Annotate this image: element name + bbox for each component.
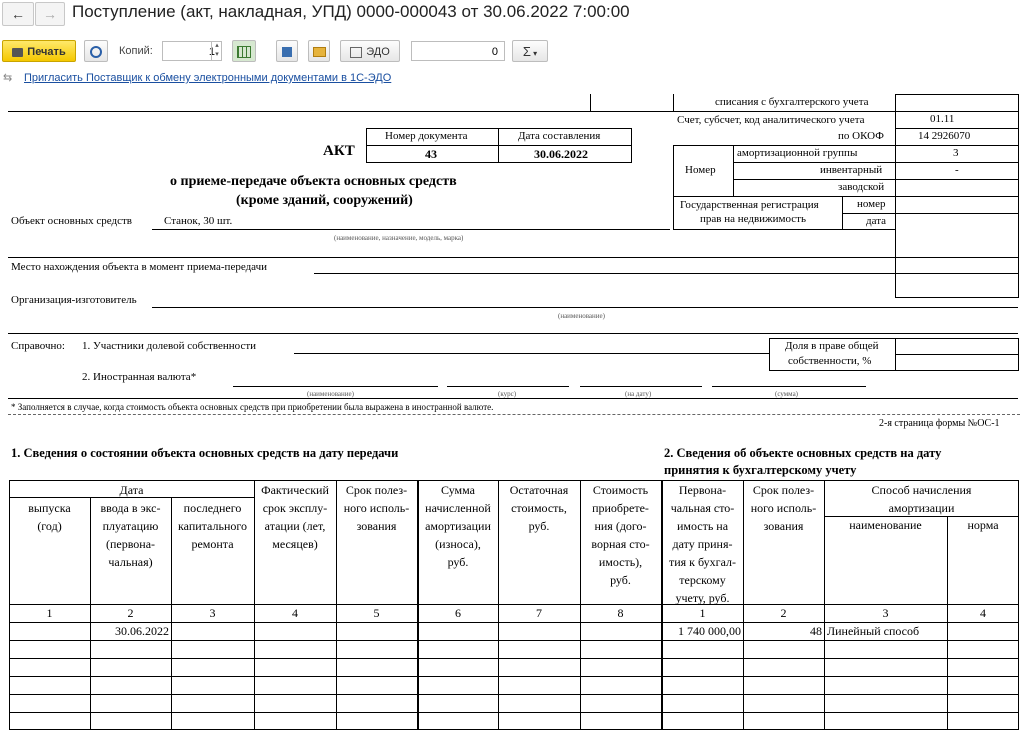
- header-date-group: Дата: [119, 483, 144, 497]
- heading-line-1: о приеме-передаче объекта основных средств: [170, 174, 457, 189]
- copies-label: Копий:: [119, 45, 153, 57]
- col-num-s2-2: 2: [780, 606, 787, 620]
- location-label: Место нахождения объекта в момент приема-передачи: [11, 261, 268, 273]
- registration-date-label: дата: [866, 215, 887, 227]
- envelope-icon: [313, 47, 326, 57]
- object-label: Объект основных средств: [11, 215, 132, 227]
- section-2-title-line-2: принятия к бухгалтерскому учету: [664, 463, 857, 477]
- footnote: * Заполняется в случае, когда стоимость объекта основных средств при приобретении была выражена в иностранной валюте.: [11, 402, 494, 412]
- currency-sum-hint: (сумма): [775, 390, 799, 398]
- col-num-1: 1: [46, 606, 53, 620]
- save-button[interactable]: [276, 40, 298, 62]
- header-residual-value: Остаточная стоимость, руб.: [509, 483, 569, 533]
- chevron-down-icon: ▾: [530, 49, 538, 58]
- share-label-1: Доля в праве общей: [785, 340, 879, 352]
- inventory-label: инвентарный: [820, 164, 883, 176]
- col-num-s2-4: 4: [980, 606, 986, 620]
- header-useful-life-2: Срок полез- ного исполь- зования: [750, 483, 817, 533]
- row-useful-life: 48: [810, 624, 822, 638]
- col-num-3: 3: [209, 606, 216, 620]
- back-arrow-icon: ←: [11, 6, 25, 22]
- print-button-label: Печать: [27, 46, 66, 58]
- preview-button[interactable]: [84, 40, 108, 62]
- spinner-icon: ▴ ▾: [211, 41, 222, 61]
- sigma-icon: Σ: [522, 44, 531, 59]
- header-initial-cost: Первона- чальная сто- имость на дату приня- тия к бухгал- терскому учету, руб.: [668, 483, 736, 605]
- edo-button[interactable]: [340, 40, 400, 62]
- account-value: 01.11: [930, 113, 955, 125]
- col-num-s2-3: 3: [882, 606, 889, 620]
- inventory-value: -: [955, 164, 959, 176]
- currency-rate-hint: (курс): [498, 390, 517, 398]
- row-initial-cost: 1 740 000,00: [678, 624, 741, 638]
- header-method-group: Способ начисления амортизации: [871, 483, 972, 515]
- registration-number-label: номер: [857, 198, 886, 210]
- row-method: Линейный способ: [827, 624, 920, 638]
- doc-date-value: 30.06.2022: [534, 147, 588, 161]
- header-useful-life: Срок полез- ного исполь- зования: [343, 483, 410, 533]
- registration-label-2: прав на недвижимость: [700, 213, 806, 225]
- factory-label: заводской: [838, 181, 885, 193]
- header-amortization-sum: Сумма начисленной амортизации (износа), руб.: [425, 483, 491, 569]
- copies-input[interactable]: [162, 41, 222, 61]
- object-value: Станок, 30 шт.: [164, 215, 233, 227]
- invite-edo-link[interactable]: Пригласить Поставщик к обмену электронными документами в 1С-ЭДО: [24, 72, 392, 84]
- printer-icon: [12, 48, 23, 57]
- col-num-8: 8: [617, 606, 624, 620]
- back-button[interactable]: [2, 2, 34, 26]
- window-title: Поступление (акт, накладная, УПД) 0000-000043 от 30.06.2022 7:00:00: [72, 2, 630, 21]
- page2-label: 2-я страница формы №ОС-1: [879, 418, 1000, 429]
- number-label: Номер: [685, 164, 716, 176]
- sum-field[interactable]: 0: [411, 41, 505, 61]
- header-method-name: наименование: [849, 518, 922, 532]
- doc-date-header: Дата составления: [518, 130, 601, 142]
- doc-number-header: Номер документа: [385, 130, 468, 142]
- header-release-year: выпуска (год): [28, 501, 71, 533]
- foreign-currency-label: 2. Иностранная валюта*: [82, 371, 197, 383]
- col-num-7: 7: [536, 606, 542, 620]
- header-last-repair: последнего капитального ремонта: [178, 501, 247, 551]
- grid-edit-icon: [237, 46, 251, 58]
- edit-copy-button[interactable]: [232, 40, 256, 62]
- amort-group-value: 3: [953, 147, 959, 159]
- row-commission-date: 30.06.2022: [115, 624, 169, 638]
- reference-label: Справочно:: [11, 340, 65, 352]
- akt-title: АКТ: [323, 143, 355, 159]
- col-num-4: 4: [292, 606, 298, 620]
- edo-link-icon: ⇆: [3, 72, 13, 84]
- share-label-2: собственности, %: [788, 355, 872, 367]
- okof-label: по ОКОФ: [838, 130, 884, 142]
- edo-label: ЭДО: [366, 46, 390, 58]
- write-off-label: списания с бухгалтерского учета: [715, 96, 869, 108]
- amort-group-label: амортизационной группы: [737, 147, 858, 159]
- account-label: Счет, субсчет, код аналитического учета: [677, 114, 865, 126]
- heading-line-2: (кроме зданий, сооружений): [236, 193, 413, 208]
- email-button[interactable]: [308, 40, 330, 62]
- okof-value: 14 2926070: [918, 130, 971, 142]
- manufacturer-label: Организация-изготовитель: [11, 294, 137, 306]
- print-button[interactable]: [2, 40, 76, 62]
- section-2-title-line-1: 2. Сведения об объекте основных средств на дату: [664, 446, 942, 460]
- col-num-s2-1: 1: [699, 606, 706, 620]
- section-1-title: 1. Сведения о состоянии объекта основных средств на дату передачи: [11, 446, 399, 460]
- header-commission-date: ввода в экс- плуатацию (первона- чальная): [100, 501, 161, 569]
- currency-date-hint: (на дату): [625, 390, 652, 398]
- forward-button[interactable]: [35, 2, 65, 26]
- forward-arrow-icon: →: [43, 6, 57, 22]
- col-num-5: 5: [373, 606, 380, 620]
- floppy-icon: [282, 47, 292, 57]
- edo-icon: [350, 47, 362, 58]
- manufacturer-hint: (наименование): [558, 312, 605, 320]
- doc-number-value: 43: [425, 147, 437, 161]
- col-num-6: 6: [455, 606, 461, 620]
- copies-value: 1: [208, 46, 215, 58]
- header-actual-period: Фактический срок эксплу- атации (лет, месяцев): [261, 483, 329, 551]
- header-acquisition-cost: Стоимость приобрете- ния (дого- ворная сто- имость), руб.: [591, 483, 650, 587]
- object-hint: (наименование, назначение, модель, марка): [334, 234, 464, 242]
- shared-owners-label: 1. Участники долевой собственности: [82, 340, 257, 352]
- sum-menu-button[interactable]: [512, 40, 548, 62]
- registration-label-1: Государственная регистрация: [680, 199, 819, 211]
- col-num-2: 2: [127, 606, 134, 620]
- header-method-norm: норма: [967, 518, 999, 532]
- magnifier-icon: [90, 46, 102, 58]
- currency-name-hint: (наименование): [307, 390, 354, 398]
